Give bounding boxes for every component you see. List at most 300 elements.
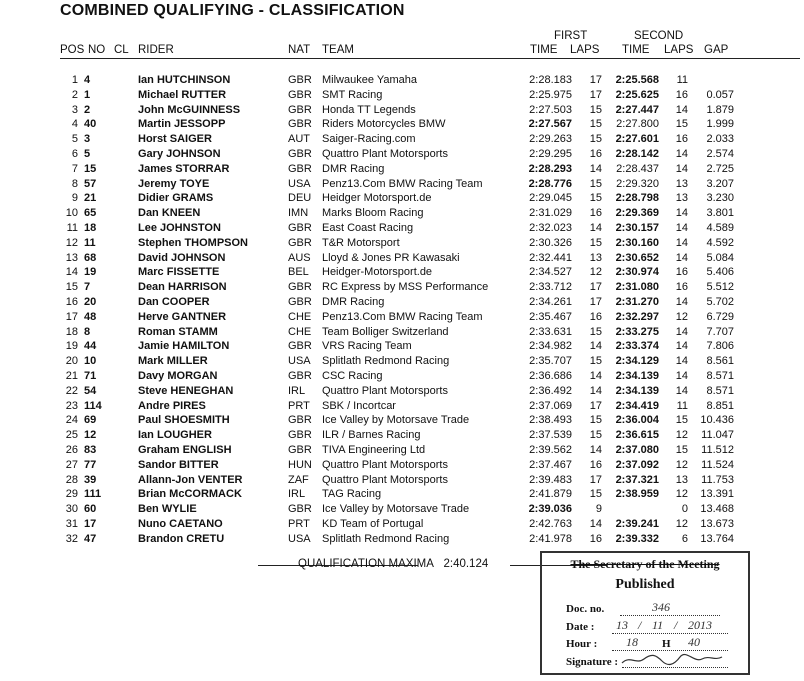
- row-number: 19: [84, 266, 97, 279]
- row-time-first: 2:37.539: [529, 429, 572, 442]
- row-laps-first: 15: [589, 133, 602, 146]
- row-pos: 15: [65, 281, 78, 294]
- row-pos: 26: [65, 444, 78, 456]
- row-time-second: 2:27.800: [616, 118, 659, 131]
- header-cl: CL: [114, 44, 129, 56]
- row-nat: USA: [288, 177, 311, 190]
- row-number: 20: [84, 296, 97, 308]
- stamp-published: Published: [615, 577, 675, 592]
- row-time-first: 2:34.982: [529, 340, 572, 353]
- row-laps-second: 14: [675, 251, 688, 264]
- row-number: 21: [84, 192, 97, 205]
- row-rider: Dan KNEEN: [138, 207, 201, 220]
- row-nat: IRL: [288, 488, 306, 501]
- row-team: T&R Motorsport: [322, 236, 400, 249]
- maxima-label: QUALIFICATION MAXIMA: [298, 558, 434, 570]
- row-laps-first: 9: [595, 503, 602, 516]
- row-team: Penz13.Com BMW Racing Team: [322, 177, 483, 190]
- table-row: [0, 147, 804, 162]
- row-team: TIVA Engineering Ltd: [322, 444, 426, 456]
- row-laps-second: 14: [675, 103, 688, 116]
- row-time-first: 2:39.562: [529, 444, 572, 456]
- page-title: COMBINED QUALIFYING - CLASSIFICATION: [60, 2, 405, 19]
- row-time-first: 2:42.763: [529, 518, 572, 530]
- row-gap: 7.707: [706, 325, 734, 338]
- row-gap: 2.033: [706, 133, 734, 146]
- row-pos: 2: [71, 88, 78, 101]
- header-time-first: TIME: [530, 44, 558, 56]
- table-row: [0, 221, 804, 236]
- row-team: Honda TT Legends: [322, 103, 416, 116]
- row-nat: PRT: [288, 399, 310, 412]
- row-number: 8: [84, 325, 91, 338]
- row-team: TAG Racing: [322, 488, 382, 501]
- row-pos: 3: [71, 103, 78, 116]
- row-rider: Stephen THOMPSON: [138, 236, 249, 249]
- row-nat: HUN: [288, 458, 312, 471]
- row-laps-first: 17: [589, 74, 602, 86]
- row-laps-first: 16: [589, 148, 602, 160]
- row-rider: Andre PIRES: [138, 399, 206, 412]
- row-nat: GBR: [288, 281, 312, 294]
- row-pos: 11: [66, 222, 78, 234]
- row-time-second: 2:32.297: [615, 310, 659, 323]
- row-rider: Nuno CAETANO: [138, 518, 223, 530]
- row-rider: David JOHNSON: [138, 251, 226, 264]
- row-laps-first: 15: [589, 429, 602, 442]
- row-laps-first: 17: [589, 399, 602, 412]
- row-team: SMT Racing: [322, 88, 383, 101]
- row-laps-second: 6: [681, 532, 688, 545]
- row-rider: Ian LOUGHER: [138, 429, 212, 442]
- row-number: 47: [84, 532, 97, 545]
- row-number: 69: [84, 414, 97, 427]
- stamp-date-day: 13: [616, 618, 628, 632]
- row-time-first: 2:36.492: [529, 384, 572, 397]
- row-rider: James STORRAR: [138, 162, 230, 175]
- table-row: [0, 458, 804, 473]
- row-laps-first: 14: [589, 370, 602, 382]
- row-laps-second: 12: [675, 310, 688, 323]
- row-rider: Dean HARRISON: [138, 281, 227, 294]
- row-rider: Didier GRAMS: [138, 192, 214, 205]
- row-laps-second: 15: [675, 118, 688, 131]
- row-laps-first: 14: [589, 162, 602, 175]
- row-nat: IRL: [288, 384, 306, 397]
- stamp-date-month: 11: [652, 618, 664, 632]
- row-laps-second: 14: [675, 207, 688, 220]
- row-time-first: 2:37.069: [529, 399, 572, 412]
- row-gap: 8.571: [706, 384, 734, 397]
- header-laps-second: LAPS: [664, 44, 694, 56]
- row-rider: Herve GANTNER: [138, 310, 227, 323]
- row-nat: GBR: [288, 444, 312, 456]
- row-pos: 7: [71, 162, 78, 175]
- row-nat: GBR: [288, 162, 312, 175]
- header-pos: POS: [60, 44, 85, 56]
- row-time-first: 2:29.045: [529, 192, 572, 205]
- row-team: Heidger Motorsport.de: [322, 192, 432, 205]
- row-number: 12: [84, 429, 97, 442]
- row-time-first: 2:41.879: [529, 488, 572, 501]
- table-row: [0, 236, 804, 251]
- row-time-second: 2:34.139: [615, 370, 659, 382]
- row-gap: 2.725: [706, 162, 734, 175]
- row-team: Quattro Plant Motorsports: [322, 148, 448, 160]
- table-row: [0, 384, 804, 399]
- header-team: TEAM: [322, 44, 354, 56]
- row-rider: Steve HENEGHAN: [138, 384, 234, 397]
- row-pos: 32: [65, 532, 78, 545]
- table-row: [0, 310, 804, 325]
- row-gap: 3.207: [706, 177, 734, 190]
- row-team: DMR Racing: [322, 296, 385, 308]
- row-pos: 1: [71, 74, 78, 86]
- row-gap: 5.084: [706, 251, 734, 264]
- row-laps-second: 14: [675, 236, 688, 249]
- row-team: Saiger-Racing.com: [322, 133, 416, 146]
- row-team: East Coast Racing: [322, 222, 414, 234]
- row-laps-second: 14: [675, 355, 688, 368]
- row-time-first: 2:25.975: [529, 88, 572, 101]
- row-rider: Brandon CRETU: [138, 532, 225, 545]
- row-time-second: 2:30.160: [615, 236, 659, 249]
- row-gap: 13.764: [700, 532, 734, 545]
- row-laps-second: 14: [675, 325, 688, 338]
- row-rider: Michael RUTTER: [138, 88, 227, 101]
- row-rider: Roman STAMM: [138, 325, 218, 338]
- row-rider: Jeremy TOYE: [138, 177, 210, 190]
- table-row: [0, 325, 804, 340]
- row-nat: BEL: [288, 266, 309, 279]
- row-team: Ice Valley by Motorsave Trade: [322, 503, 470, 516]
- row-number: 114: [84, 399, 102, 412]
- row-pos: 24: [65, 414, 78, 427]
- row-pos: 22: [65, 384, 78, 397]
- row-laps-second: 14: [675, 222, 688, 234]
- row-number: 77: [84, 458, 97, 471]
- row-time-first: 2:31.029: [529, 207, 572, 220]
- table-row: [0, 339, 804, 354]
- row-laps-second: 16: [675, 266, 688, 279]
- row-time-second: 2:37.092: [615, 458, 659, 471]
- row-laps-first: 15: [589, 488, 602, 501]
- row-nat: USA: [288, 355, 311, 368]
- row-nat: DEU: [288, 192, 312, 205]
- maxima-value: 2:40.124: [443, 558, 489, 570]
- row-rider: Sandor BITTER: [138, 458, 219, 471]
- row-number: 71: [84, 370, 97, 382]
- stamp-minute-value: 40: [688, 635, 700, 649]
- row-time-first: 2:37.467: [529, 458, 572, 471]
- row-team: Lloyd & Jones PR Kawasaki: [322, 251, 460, 264]
- row-laps-second: 15: [675, 414, 688, 427]
- row-laps-second: 12: [675, 488, 688, 501]
- row-team: Riders Motorcycles BMW: [322, 118, 446, 131]
- table-row: [0, 191, 804, 206]
- row-team: SBK / Incortcar: [322, 399, 396, 412]
- row-number: 5: [84, 148, 91, 160]
- row-team: Quattro Plant Motorsports: [322, 473, 448, 486]
- row-laps-first: 17: [589, 296, 602, 308]
- row-time-second: 2:31.080: [615, 281, 659, 294]
- row-time-first: 2:35.707: [529, 355, 572, 368]
- row-laps-second: 14: [675, 370, 688, 382]
- table-row: [0, 369, 804, 384]
- row-pos: 18: [65, 325, 78, 338]
- row-rider: Marc FISSETTE: [138, 266, 220, 279]
- row-pos: 16: [65, 296, 78, 308]
- row-pos: 9: [71, 192, 78, 205]
- table-row: [0, 251, 804, 266]
- row-rider: Allann-Jon VENTER: [138, 473, 243, 486]
- row-time-second: 2:33.275: [615, 325, 659, 338]
- table-row: [0, 517, 804, 532]
- row-time-second: 2:36.615: [615, 429, 659, 442]
- row-nat: GBR: [288, 340, 312, 353]
- table-row: [0, 502, 804, 517]
- row-nat: GBR: [288, 429, 312, 442]
- row-time-second: 2:39.332: [615, 532, 659, 545]
- header-time-second: TIME: [622, 44, 650, 56]
- header-rule: [60, 58, 800, 59]
- table-row: [0, 132, 804, 147]
- row-laps-second: 13: [675, 192, 688, 205]
- row-number: 57: [84, 177, 97, 190]
- row-pos: 8: [71, 177, 78, 190]
- row-gap: 0.057: [706, 88, 734, 101]
- row-time-first: 2:39.483: [529, 473, 572, 486]
- row-time-first: 2:39.036: [528, 503, 572, 516]
- row-pos: 10: [65, 207, 78, 220]
- row-gap: 13.468: [700, 503, 734, 516]
- row-gap: 2.574: [706, 148, 734, 160]
- signature-scribble: [620, 651, 724, 667]
- row-laps-first: 14: [589, 444, 602, 456]
- row-gap: 5.512: [706, 281, 734, 294]
- row-time-second: 2:29.369: [615, 207, 659, 220]
- row-team: Splitlath Redmond Racing: [322, 532, 450, 545]
- row-time-second: 2:25.625: [615, 88, 659, 101]
- row-laps-second: 12: [675, 429, 688, 442]
- row-laps-first: 15: [589, 325, 602, 338]
- row-laps-second: 12: [675, 518, 688, 530]
- row-laps-second: 11: [676, 74, 688, 86]
- row-time-second: 2:34.129: [615, 355, 659, 368]
- row-nat: GBR: [288, 414, 312, 427]
- row-laps-first: 17: [589, 281, 602, 294]
- row-laps-first: 14: [589, 384, 602, 397]
- row-pos: 27: [65, 458, 78, 471]
- row-laps-first: 16: [589, 310, 602, 323]
- stamp-date-label: Date :: [566, 621, 595, 633]
- row-rider: Dan COOPER: [138, 296, 210, 308]
- row-laps-first: 15: [589, 103, 602, 116]
- stamp-doc-value: 346: [652, 600, 670, 614]
- row-team: Quattro Plant Motorsports: [322, 384, 448, 397]
- stamp-hour-label: Hour :: [566, 638, 598, 650]
- row-time-first: 2:28.776: [528, 177, 572, 190]
- row-nat: GBR: [288, 103, 312, 116]
- row-time-second: 2:28.142: [615, 148, 659, 160]
- table-row: [0, 103, 804, 118]
- row-team: DMR Racing: [322, 162, 385, 175]
- row-gap: 11.524: [701, 458, 734, 471]
- row-rider: Martin JESSOPP: [138, 118, 226, 131]
- row-time-first: 2:38.493: [529, 414, 572, 427]
- row-nat: AUS: [288, 251, 311, 264]
- row-laps-second: 0: [681, 503, 688, 516]
- row-time-first: 2:33.712: [529, 281, 572, 294]
- row-number: 3: [84, 133, 91, 146]
- header-rider: RIDER: [138, 44, 174, 56]
- row-laps-second: 16: [675, 133, 688, 146]
- row-number: 17: [84, 518, 97, 530]
- row-rider: Mark MILLER: [138, 355, 208, 368]
- header-no: NO: [88, 44, 106, 56]
- row-pos: 5: [71, 133, 78, 146]
- row-gap: 3.801: [706, 207, 734, 220]
- row-number: 111: [84, 488, 102, 501]
- row-pos: 31: [65, 518, 78, 530]
- row-time-first: 2:34.261: [529, 296, 572, 308]
- row-laps-first: 15: [589, 177, 602, 190]
- row-pos: 4: [71, 118, 78, 131]
- stamp-hour-sep: H: [662, 638, 671, 650]
- row-laps-second: 14: [675, 148, 688, 160]
- table-row: [0, 428, 804, 443]
- row-time-second: 2:28.437: [616, 162, 659, 175]
- row-gap: 11.512: [701, 444, 734, 456]
- table-row: [0, 443, 804, 458]
- row-nat: IMN: [288, 207, 309, 220]
- row-rider: Horst SAIGER: [138, 133, 212, 146]
- row-number: 68: [84, 251, 97, 264]
- row-laps-first: 17: [589, 88, 602, 101]
- row-gap: 3.230: [706, 192, 734, 205]
- row-nat: GBR: [288, 236, 312, 249]
- row-gap: 13.673: [700, 518, 734, 530]
- row-pos: 14: [65, 266, 78, 279]
- row-number: 54: [84, 384, 97, 397]
- row-number: 44: [84, 340, 97, 353]
- row-number: 7: [84, 281, 91, 294]
- row-rider: Gary JOHNSON: [138, 148, 221, 160]
- row-time-second: 2:28.798: [615, 192, 659, 205]
- row-pos: 21: [65, 370, 78, 382]
- row-time-first: 2:32.441: [529, 251, 572, 264]
- row-gap: 5.702: [706, 296, 734, 308]
- row-nat: GBR: [288, 503, 312, 516]
- row-nat: CHE: [288, 325, 312, 338]
- table-row: [0, 117, 804, 132]
- row-nat: GBR: [288, 370, 312, 382]
- row-laps-first: 16: [589, 207, 602, 220]
- row-time-second: 2:38.959: [615, 488, 659, 501]
- table-row: [0, 295, 804, 310]
- row-number: 1: [84, 88, 91, 101]
- header-second: SECOND: [634, 30, 684, 42]
- table-row: [0, 177, 804, 192]
- row-team: VRS Racing Team: [322, 340, 412, 353]
- row-time-first: 2:36.686: [529, 370, 572, 382]
- table-row: [0, 354, 804, 369]
- row-team: Heidger-Motorsport.de: [322, 266, 433, 279]
- row-rider: Ben WYLIE: [138, 503, 197, 516]
- row-nat: GBR: [288, 222, 312, 234]
- row-pos: 25: [65, 429, 78, 442]
- stamp-secretary: The Secretary of the Meeting: [570, 557, 720, 571]
- row-gap: 10.436: [700, 414, 734, 427]
- row-time-first: 2:27.503: [529, 103, 572, 116]
- row-nat: GBR: [288, 88, 312, 101]
- row-laps-second: 13: [675, 473, 688, 486]
- table-row: [0, 162, 804, 177]
- row-nat: GBR: [288, 296, 312, 308]
- row-time-second: 2:37.321: [615, 473, 659, 486]
- header-gap: GAP: [704, 44, 729, 56]
- row-time-second: 2:31.270: [615, 296, 659, 308]
- row-number: 2: [84, 103, 91, 116]
- row-laps-second: 16: [675, 88, 688, 101]
- row-laps-second: 14: [675, 384, 688, 397]
- row-team: CSC Racing: [322, 370, 383, 382]
- table-row: [0, 413, 804, 428]
- row-laps-second: 16: [675, 281, 688, 294]
- row-time-second: 2:36.004: [615, 414, 659, 427]
- row-time-second: 2:27.601: [615, 133, 659, 146]
- row-laps-second: 11: [676, 399, 688, 412]
- row-team: Team Bolliger Switzerland: [322, 325, 449, 338]
- row-pos: 6: [71, 148, 78, 160]
- row-number: 48: [84, 310, 97, 323]
- row-pos: 17: [65, 310, 78, 323]
- row-rider: Graham ENGLISH: [138, 444, 232, 456]
- row-rider: Brian McCORMACK: [138, 488, 242, 501]
- table-row: [0, 487, 804, 502]
- row-time-second: 2:34.419: [615, 399, 659, 412]
- row-rider: John McGUINNESS: [138, 103, 241, 116]
- row-laps-first: 15: [589, 355, 602, 368]
- row-laps-second: 14: [675, 340, 688, 353]
- row-time-second: 2:30.652: [615, 251, 659, 264]
- row-rider: Davy MORGAN: [138, 370, 218, 382]
- row-nat: PRT: [288, 518, 310, 530]
- row-team: Marks Bloom Racing: [322, 207, 424, 220]
- row-rider: Paul SHOESMITH: [138, 414, 230, 427]
- row-number: 18: [84, 222, 97, 234]
- row-laps-second: 14: [675, 162, 688, 175]
- row-gap: 4.589: [706, 222, 734, 234]
- row-nat: GBR: [288, 74, 312, 86]
- row-gap: 1.879: [706, 103, 734, 116]
- header-laps-first: LAPS: [570, 44, 600, 56]
- row-team: RC Express by MSS Performance: [322, 281, 489, 294]
- row-laps-first: 15: [589, 192, 602, 205]
- row-laps-first: 16: [589, 458, 602, 471]
- row-time-first: 2:34.527: [529, 266, 572, 279]
- row-gap: 8.561: [706, 355, 734, 368]
- row-laps-first: 16: [589, 532, 602, 545]
- table-row: [0, 532, 804, 547]
- row-nat: ZAF: [288, 473, 309, 486]
- row-number: 11: [84, 236, 96, 249]
- row-rider: Lee JOHNSTON: [138, 222, 221, 234]
- row-time-first: 2:27.567: [528, 118, 572, 131]
- row-team: KD Team of Portugal: [322, 518, 424, 530]
- row-laps-first: 13: [589, 251, 602, 264]
- row-gap: 6.729: [706, 310, 734, 323]
